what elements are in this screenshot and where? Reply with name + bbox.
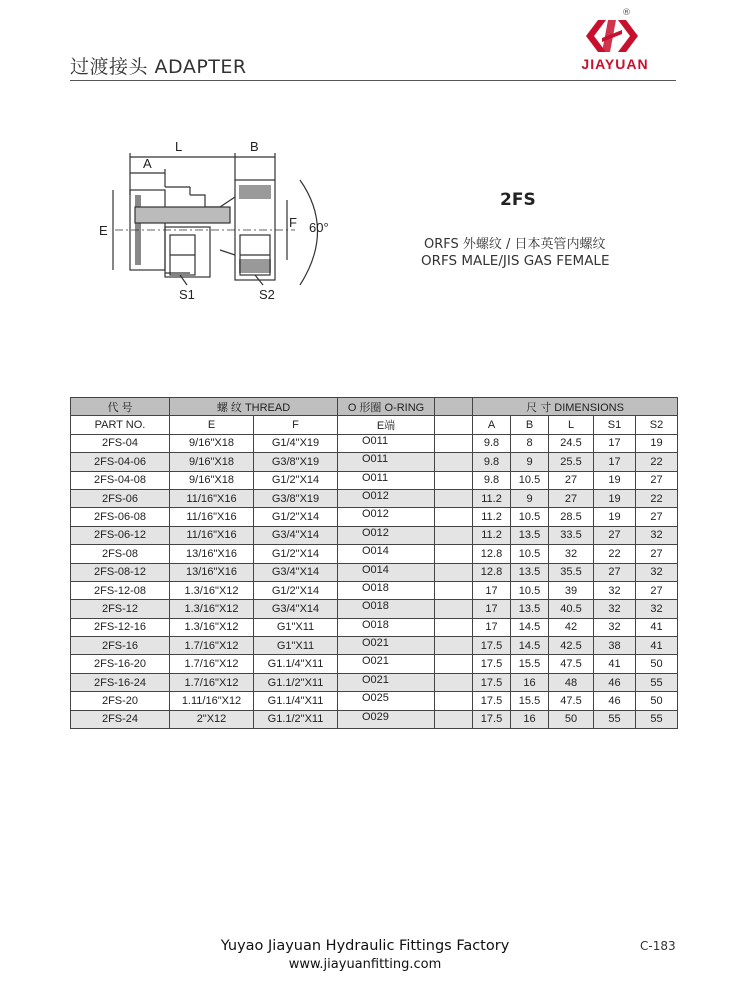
dim-B-label: B bbox=[250, 139, 259, 154]
cell-blank bbox=[435, 637, 473, 655]
cell-S2: 32 bbox=[636, 563, 678, 581]
cell-E: 11/16"X16 bbox=[170, 508, 254, 526]
table-row bbox=[71, 545, 678, 563]
cell-blank bbox=[435, 471, 473, 489]
cell-oring: O012 bbox=[338, 489, 435, 507]
cell-part-no: 2FS-24 bbox=[71, 710, 170, 728]
cell-S2: 50 bbox=[636, 655, 678, 673]
cell-blank bbox=[435, 434, 473, 452]
cell-A: 11.2 bbox=[473, 526, 511, 544]
cell-F: G1.1/2"X11 bbox=[254, 673, 338, 691]
cell-part-no: 2FS-08 bbox=[71, 545, 170, 563]
header-divider bbox=[70, 80, 676, 81]
specification-table bbox=[70, 397, 678, 729]
cell-E: 1.3/16"X12 bbox=[170, 581, 254, 599]
cell-A: 17 bbox=[473, 618, 511, 636]
brand-name: JIAYUAN bbox=[581, 56, 649, 72]
cell-oring: O018 bbox=[338, 600, 435, 618]
cell-B: 10.5 bbox=[511, 471, 549, 489]
cell-S2: 32 bbox=[636, 526, 678, 544]
cell-F: G1.1/4"X11 bbox=[254, 692, 338, 710]
cell-S2: 41 bbox=[636, 637, 678, 655]
cell-oring: O014 bbox=[338, 545, 435, 563]
cell-L: 47.5 bbox=[549, 692, 594, 710]
cell-A: 11.2 bbox=[473, 508, 511, 526]
cell-L: 35.5 bbox=[549, 563, 594, 581]
cell-oring: O021 bbox=[338, 655, 435, 673]
cell-oring: O011 bbox=[338, 453, 435, 471]
cell-E: 2"X12 bbox=[170, 710, 254, 728]
table-row bbox=[71, 581, 678, 599]
col-part-no: PART NO. bbox=[71, 416, 170, 434]
model-code: 2FS bbox=[500, 190, 536, 210]
cell-S1: 32 bbox=[594, 618, 636, 636]
cell-S2: 55 bbox=[636, 710, 678, 728]
cell-L: 47.5 bbox=[549, 655, 594, 673]
cell-S1: 19 bbox=[594, 489, 636, 507]
cell-B: 13.5 bbox=[511, 600, 549, 618]
page-number: C-183 bbox=[640, 939, 676, 953]
cell-A: 9.8 bbox=[473, 471, 511, 489]
cell-A: 11.2 bbox=[473, 489, 511, 507]
cell-oring: O018 bbox=[338, 618, 435, 636]
cell-part-no: 2FS-04-08 bbox=[71, 471, 170, 489]
footer-company: Yuyao Jiayuan Hydraulic Fittings Factory bbox=[220, 938, 510, 954]
cell-L: 48 bbox=[549, 673, 594, 691]
cell-A: 12.8 bbox=[473, 545, 511, 563]
cell-B: 8 bbox=[511, 434, 549, 452]
cell-B: 15.5 bbox=[511, 655, 549, 673]
cell-part-no: 2FS-04-06 bbox=[71, 453, 170, 471]
cell-S2: 27 bbox=[636, 471, 678, 489]
header-code: 代 号 bbox=[71, 398, 170, 416]
cell-E: 13/16"X16 bbox=[170, 563, 254, 581]
cell-L: 33.5 bbox=[549, 526, 594, 544]
cell-B: 14.5 bbox=[511, 637, 549, 655]
cell-blank bbox=[435, 710, 473, 728]
description-english: ORFS MALE/JIS GAS FEMALE bbox=[421, 253, 610, 269]
cell-F: G1"X11 bbox=[254, 637, 338, 655]
cell-S1: 32 bbox=[594, 600, 636, 618]
cell-B: 16 bbox=[511, 673, 549, 691]
header-blank bbox=[435, 398, 473, 416]
cell-E: 11/16"X16 bbox=[170, 489, 254, 507]
cell-F: G1.1/2"X11 bbox=[254, 710, 338, 728]
cell-blank bbox=[435, 526, 473, 544]
col-blank bbox=[435, 416, 473, 434]
cell-S2: 27 bbox=[636, 545, 678, 563]
cell-oring: O029 bbox=[338, 710, 435, 728]
table-row bbox=[71, 526, 678, 544]
cell-E: 9/16"X18 bbox=[170, 471, 254, 489]
table-row bbox=[71, 710, 678, 728]
cell-S2: 22 bbox=[636, 489, 678, 507]
dim-L-label: L bbox=[175, 139, 183, 154]
cell-blank bbox=[435, 581, 473, 599]
cell-L: 39 bbox=[549, 581, 594, 599]
cell-oring: O011 bbox=[338, 471, 435, 489]
cell-E: 1.7/16"X12 bbox=[170, 637, 254, 655]
cell-A: 17 bbox=[473, 581, 511, 599]
cell-oring: O021 bbox=[338, 673, 435, 691]
cell-blank bbox=[435, 655, 473, 673]
cell-B: 14.5 bbox=[511, 618, 549, 636]
cell-oring: O021 bbox=[338, 637, 435, 655]
cell-part-no: 2FS-12 bbox=[71, 600, 170, 618]
cell-S1: 46 bbox=[594, 692, 636, 710]
cell-part-no: 2FS-06-08 bbox=[71, 508, 170, 526]
cell-part-no: 2FS-04 bbox=[71, 434, 170, 452]
col-E: E bbox=[170, 416, 254, 434]
cell-F: G3/4"X14 bbox=[254, 600, 338, 618]
cell-E: 1.11/16"X12 bbox=[170, 692, 254, 710]
cell-L: 28.5 bbox=[549, 508, 594, 526]
cell-B: 9 bbox=[511, 453, 549, 471]
dim-S1-label: S1 bbox=[179, 287, 195, 302]
col-S1: S1 bbox=[594, 416, 636, 434]
cell-E: 1.3/16"X12 bbox=[170, 600, 254, 618]
dim-A-label: A bbox=[143, 156, 152, 171]
cell-L: 42.5 bbox=[549, 637, 594, 655]
table-row bbox=[71, 508, 678, 526]
cell-F: G1/4"X19 bbox=[254, 434, 338, 452]
cell-L: 42 bbox=[549, 618, 594, 636]
col-L: L bbox=[549, 416, 594, 434]
cell-blank bbox=[435, 563, 473, 581]
cell-A: 17.5 bbox=[473, 692, 511, 710]
dim-F-label: F bbox=[289, 215, 297, 230]
table-row bbox=[71, 600, 678, 618]
cell-A: 17.5 bbox=[473, 637, 511, 655]
cell-F: G1/2"X14 bbox=[254, 545, 338, 563]
cell-L: 40.5 bbox=[549, 600, 594, 618]
cell-S2: 19 bbox=[636, 434, 678, 452]
cell-B: 13.5 bbox=[511, 526, 549, 544]
cell-F: G1/2"X14 bbox=[254, 471, 338, 489]
table-row bbox=[71, 673, 678, 691]
cell-S2: 55 bbox=[636, 673, 678, 691]
dim-E-label: E bbox=[99, 223, 108, 238]
table-row bbox=[71, 655, 678, 673]
col-B: B bbox=[511, 416, 549, 434]
table-row bbox=[71, 471, 678, 489]
cell-part-no: 2FS-20 bbox=[71, 692, 170, 710]
cell-B: 10.5 bbox=[511, 508, 549, 526]
table-row bbox=[71, 453, 678, 471]
cell-S1: 19 bbox=[594, 471, 636, 489]
cell-F: G1"X11 bbox=[254, 618, 338, 636]
cell-B: 10.5 bbox=[511, 545, 549, 563]
cell-S1: 38 bbox=[594, 637, 636, 655]
cell-L: 27 bbox=[549, 489, 594, 507]
cell-blank bbox=[435, 600, 473, 618]
cell-L: 24.5 bbox=[549, 434, 594, 452]
cell-A: 17.5 bbox=[473, 673, 511, 691]
cell-S2: 50 bbox=[636, 692, 678, 710]
cell-S1: 27 bbox=[594, 563, 636, 581]
cell-blank bbox=[435, 692, 473, 710]
cell-S1: 55 bbox=[594, 710, 636, 728]
cell-oring: O018 bbox=[338, 581, 435, 599]
cell-part-no: 2FS-16 bbox=[71, 637, 170, 655]
cell-S1: 22 bbox=[594, 545, 636, 563]
cell-S2: 27 bbox=[636, 581, 678, 599]
cell-S1: 32 bbox=[594, 581, 636, 599]
cell-S2: 27 bbox=[636, 508, 678, 526]
cell-F: G1/2"X14 bbox=[254, 581, 338, 599]
cell-E: 9/16"X18 bbox=[170, 434, 254, 452]
cell-E: 1.3/16"X12 bbox=[170, 618, 254, 636]
cell-F: G1.1/4"X11 bbox=[254, 655, 338, 673]
cell-L: 50 bbox=[549, 710, 594, 728]
cell-A: 17.5 bbox=[473, 655, 511, 673]
header-dimensions: 尺 寸 DIMENSIONS bbox=[473, 398, 678, 416]
cell-F: G3/8"X19 bbox=[254, 453, 338, 471]
header-thread: 螺 纹 THREAD bbox=[170, 398, 338, 416]
cell-B: 9 bbox=[511, 489, 549, 507]
table-row bbox=[71, 489, 678, 507]
cell-E: 9/16"X18 bbox=[170, 453, 254, 471]
cell-S1: 17 bbox=[594, 434, 636, 452]
cell-oring: O014 bbox=[338, 563, 435, 581]
cell-A: 12.8 bbox=[473, 563, 511, 581]
cell-L: 27 bbox=[549, 471, 594, 489]
cell-oring: O011 bbox=[338, 434, 435, 452]
table-row bbox=[71, 692, 678, 710]
cell-part-no: 2FS-16-24 bbox=[71, 673, 170, 691]
cell-S1: 27 bbox=[594, 526, 636, 544]
table-row bbox=[71, 563, 678, 581]
cell-blank bbox=[435, 508, 473, 526]
col-F: F bbox=[254, 416, 338, 434]
cell-part-no: 2FS-16-20 bbox=[71, 655, 170, 673]
cell-S2: 41 bbox=[636, 618, 678, 636]
col-A: A bbox=[473, 416, 511, 434]
cell-S1: 19 bbox=[594, 508, 636, 526]
cell-oring: O012 bbox=[338, 508, 435, 526]
cell-E: 1.7/16"X12 bbox=[170, 655, 254, 673]
angle-label: 60° bbox=[309, 220, 329, 235]
cell-part-no: 2FS-08-12 bbox=[71, 563, 170, 581]
cell-blank bbox=[435, 453, 473, 471]
cell-part-no: 2FS-06 bbox=[71, 489, 170, 507]
cell-A: 17.5 bbox=[473, 710, 511, 728]
description-chinese: ORFS 外螺纹 / 日本英管内螺纹 bbox=[424, 237, 606, 252]
cell-S2: 22 bbox=[636, 453, 678, 471]
cell-E: 13/16"X16 bbox=[170, 545, 254, 563]
cell-B: 16 bbox=[511, 710, 549, 728]
cell-A: 9.8 bbox=[473, 434, 511, 452]
cell-part-no: 2FS-06-12 bbox=[71, 526, 170, 544]
page-title: 过渡接头 ADAPTER bbox=[70, 56, 247, 78]
cell-F: G3/4"X14 bbox=[254, 563, 338, 581]
cell-oring: O012 bbox=[338, 526, 435, 544]
cell-S1: 17 bbox=[594, 453, 636, 471]
cell-oring: O025 bbox=[338, 692, 435, 710]
table-row bbox=[71, 434, 678, 452]
cell-S1: 46 bbox=[594, 673, 636, 691]
cell-part-no: 2FS-12-16 bbox=[71, 618, 170, 636]
col-oring: E端 bbox=[338, 416, 435, 434]
cell-F: G3/8"X19 bbox=[254, 489, 338, 507]
cell-part-no: 2FS-12-08 bbox=[71, 581, 170, 599]
cell-L: 25.5 bbox=[549, 453, 594, 471]
cell-B: 15.5 bbox=[511, 692, 549, 710]
cell-B: 13.5 bbox=[511, 563, 549, 581]
table-row bbox=[71, 637, 678, 655]
cell-E: 11/16"X16 bbox=[170, 526, 254, 544]
cell-L: 32 bbox=[549, 545, 594, 563]
cell-A: 17 bbox=[473, 600, 511, 618]
cell-blank bbox=[435, 618, 473, 636]
col-S2: S2 bbox=[636, 416, 678, 434]
table-row bbox=[71, 618, 678, 636]
cell-F: G3/4"X14 bbox=[254, 526, 338, 544]
cell-blank bbox=[435, 673, 473, 691]
cell-S1: 41 bbox=[594, 655, 636, 673]
dim-S2-label: S2 bbox=[259, 287, 275, 302]
footer-website: www.jiayuanfitting.com bbox=[288, 957, 442, 972]
registered-mark: ® bbox=[622, 8, 631, 18]
cell-blank bbox=[435, 545, 473, 563]
cell-S2: 32 bbox=[636, 600, 678, 618]
cell-B: 10.5 bbox=[511, 581, 549, 599]
cell-blank bbox=[435, 489, 473, 507]
header-oring: O 形圈 O-RING bbox=[338, 398, 435, 416]
fitting-drawing bbox=[95, 135, 375, 315]
cell-A: 9.8 bbox=[473, 453, 511, 471]
cell-E: 1.7/16"X12 bbox=[170, 673, 254, 691]
cell-F: G1/2"X14 bbox=[254, 508, 338, 526]
